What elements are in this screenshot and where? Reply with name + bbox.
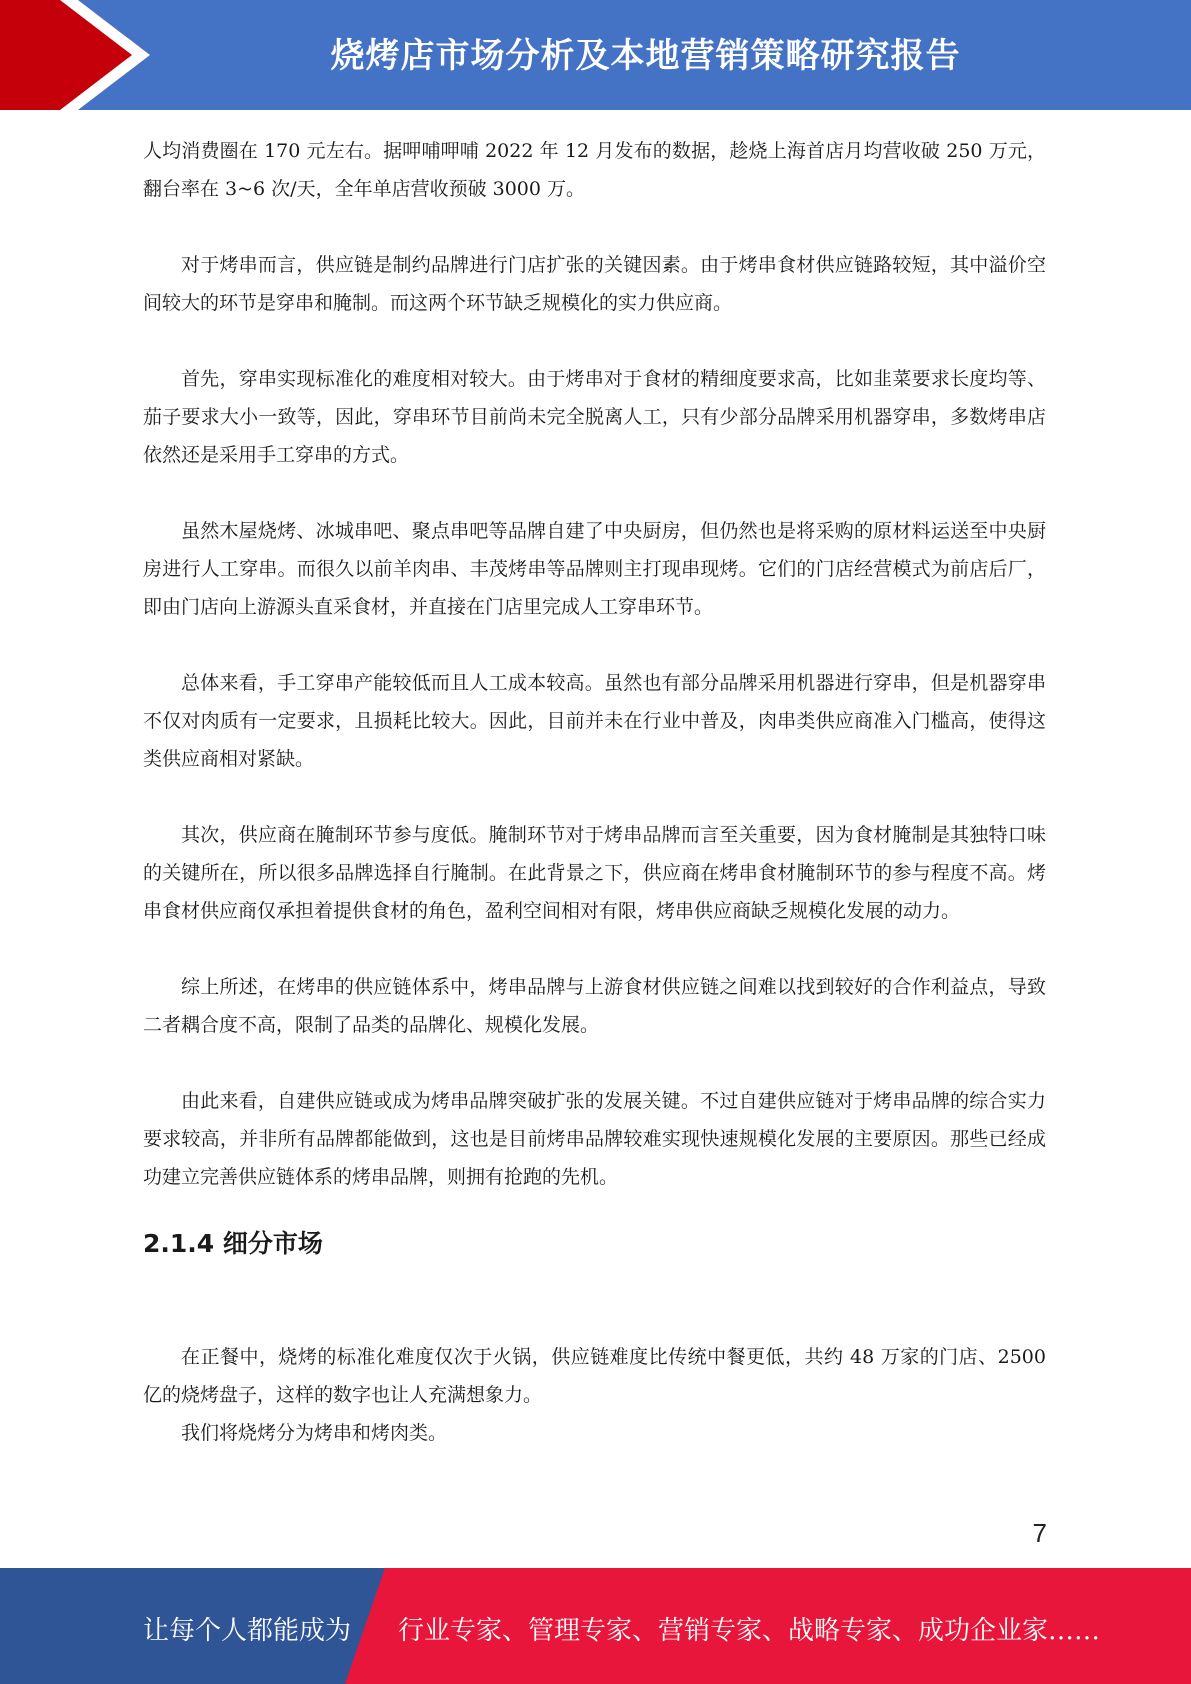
- footer-slogan-right: 行业专家、管理专家、营销专家、战略专家、成功企业家……: [398, 1616, 1101, 1646]
- paragraph-supply-chain: 对于烤串而言，供应链是制约品牌进行门店扩张的关键因素。由于烤串食材供应链路较短，其中溢价空间较大的环节是穿串和腌制。而这两个环节缺乏规模化的实力供应商。: [143, 254, 1046, 314]
- paragraph-skewering: 首先，穿串实现标准化的难度相对较大。由于烤串对于食材的精细度要求高，比如韭菜要求长度均等、茄子要求大小一致等，因此，穿串环节目前尚未完全脱离人工，只有少部分品牌采用机器穿串，多数烤串店依然还是采用手工穿串的方式。: [143, 368, 1046, 466]
- paragraph-overall: 总体来看，手工穿串产能较低而且人工成本较高。虽然也有部分品牌采用机器进行穿串，但是机器穿串不仅对肉质有一定要求，且损耗比较大。因此，目前并未在行业中普及，肉串类供应商准入门槛高，使得这类供应商相对紧缺。: [143, 672, 1046, 770]
- paragraph-marinating: 其次，供应商在腌制环节参与度低。腌制环节对于烤串品牌而言至关重要，因为食材腌制是其独特口味的关键所在，所以很多品牌选择自行腌制。在此背景之下，供应商在烤串食材腌制环节的参与程度不高。烤串食材供应商仅承担着提供食材的角色，盈利空间相对有限，烤串供应商缺乏规模化发展的动力。: [143, 824, 1046, 922]
- paragraph-segment-intro: 在正餐中，烧烤的标准化难度仅次于火锅，供应链难度比传统中餐更低，共约 48 万家的门店、2500 亿的烧烤盘子，这样的数字也让人充满想象力。: [143, 1346, 1046, 1406]
- page-footer: [0, 1568, 1191, 1684]
- report-title: 烧烤店市场分析及本地营销策略研究报告: [330, 36, 961, 76]
- page-header: [0, 0, 1191, 110]
- paragraph-summary: 综上所述，在烤串的供应链体系中，烤串品牌与上游食材供应链之间难以找到较好的合作利益点，导致二者耦合度不高，限制了品类的品牌化、规模化发展。: [143, 976, 1046, 1036]
- main-content: [143, 132, 1046, 1452]
- footer-slogan-left: 让每个人都能成为: [143, 1616, 352, 1646]
- paragraph-conclusion: 由此来看，自建供应链或成为烤串品牌突破扩张的发展关键。不过自建供应链对于烤串品牌的综合实力要求较高，并非所有品牌都能做到，这也是目前烤串品牌较难实现快速规模化发展的主要原因。那些已经成功建立完善供应链体系的烤串品牌，则拥有抢跑的先机。: [143, 1090, 1046, 1188]
- paragraph-central-kitchen: 虽然木屋烧烤、冰城串吧、聚点串吧等品牌自建了中央厨房，但仍然也是将采购的原材料运送至中央厨房进行人工穿串。而很久以前羊肉串、丰茂烤串等品牌则主打现串现烤。它们的门店经营模式为前店后厂，即由门店向上游源头直采食材，并直接在门店里完成人工穿串环节。: [143, 520, 1046, 618]
- page-number: 7: [1032, 1518, 1047, 1548]
- paragraph-continuation: 人均消费圈在 170 元左右。据呷哺呷哺 2022 年 12 月发布的数据，趁烧上海首店月均营收破 250 万元，翻台率在 3~6 次/天，全年单店营收预破 3000 万。: [143, 140, 1046, 200]
- section-heading: 2.1.4 细分市场: [143, 1229, 323, 1258]
- paragraph-segment-categories: 我们将烧烤分为烤串和烤肉类。: [181, 1422, 448, 1444]
